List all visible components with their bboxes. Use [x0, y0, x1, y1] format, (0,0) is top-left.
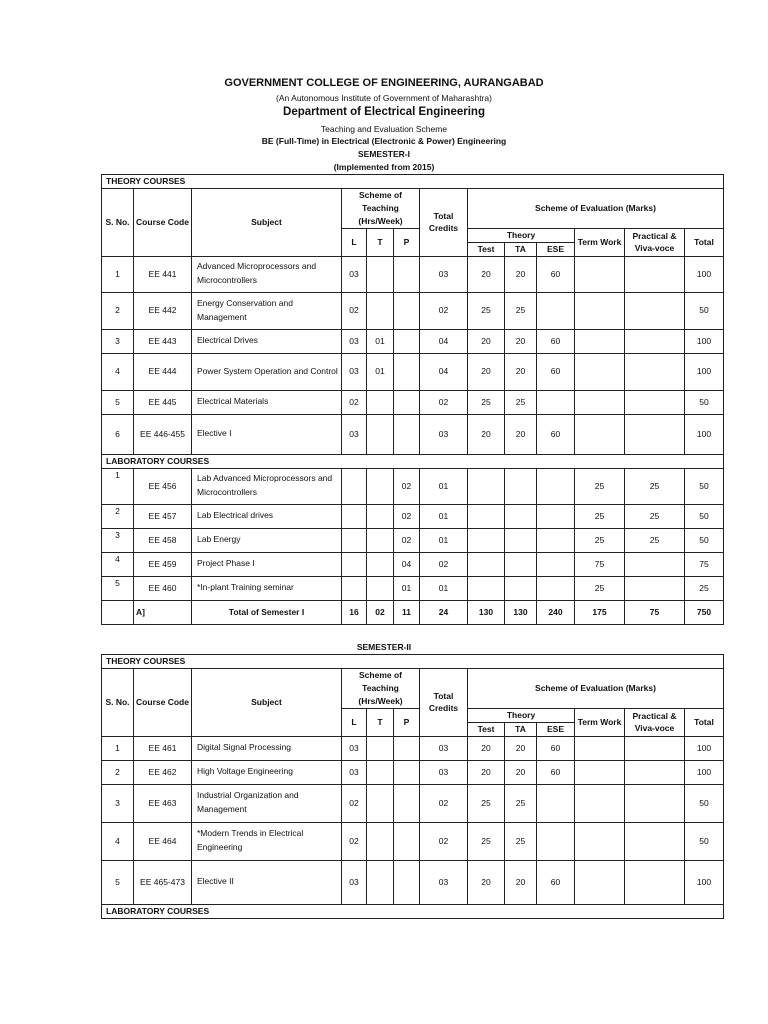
- cell-test: [468, 468, 505, 504]
- cell-credits: 02: [420, 390, 468, 414]
- cell-test: [468, 576, 505, 600]
- cell-t: 01: [367, 329, 394, 353]
- cell-ta: [505, 528, 537, 552]
- college-name: GOVERNMENT COLLEGE OF ENGINEERING, AURANGABAD: [224, 77, 544, 89]
- cell-t: [367, 256, 394, 292]
- cell-total: 100: [685, 736, 724, 760]
- cell-credits: 03: [420, 414, 468, 454]
- cell-credits: 01: [420, 528, 468, 552]
- col-credits: Total Credits: [420, 189, 468, 257]
- lab-section-row: [102, 454, 724, 468]
- cell-test: 20: [468, 329, 505, 353]
- cell-subject: Lab Electrical drives: [192, 504, 342, 528]
- cell-course-code: EE 442: [134, 292, 192, 329]
- cell-total: 100: [685, 414, 724, 454]
- cell-sno: 5: [102, 860, 134, 904]
- table-row: [102, 292, 724, 329]
- cell-ta: 20: [505, 353, 537, 390]
- cell-sno: 2: [102, 760, 134, 784]
- cell-tw: 25: [575, 504, 625, 528]
- cell-t: [367, 822, 394, 860]
- cell-total: 100: [685, 353, 724, 390]
- cell-sno: 4: [102, 822, 134, 860]
- cell-ta: 25: [505, 784, 537, 822]
- cell-p: [394, 329, 420, 353]
- semester-2-title: SEMESTER-II: [356, 642, 412, 652]
- cell-p: 04: [394, 552, 420, 576]
- cell-ese: [537, 292, 575, 329]
- program-name: BE (Full-Time) in Electrical (Electronic & Power) Engineering: [261, 136, 507, 146]
- cell-sno: 1: [102, 468, 134, 504]
- cell-test: 20: [468, 860, 505, 904]
- cell-course-code: EE 459: [134, 552, 192, 576]
- cell-pr: [625, 292, 685, 329]
- cell-ese: [537, 528, 575, 552]
- cell-l: 03: [342, 760, 367, 784]
- col-theory: Theory: [468, 709, 575, 723]
- cell-course-code: EE 464: [134, 822, 192, 860]
- cell-subject: Industrial Organization and Management: [192, 784, 342, 822]
- cell-t: [367, 292, 394, 329]
- cell-ese: [537, 504, 575, 528]
- col-practical: Practical & Viva-voce: [625, 229, 685, 257]
- cell-test: 25: [468, 292, 505, 329]
- cell-l: [342, 504, 367, 528]
- cell-test: 20: [468, 414, 505, 454]
- cell-total: 50: [685, 528, 724, 552]
- cell-ese: [537, 390, 575, 414]
- total-ta: 130: [505, 600, 537, 624]
- col-ta: TA: [505, 722, 537, 736]
- cell-sno: 1: [102, 256, 134, 292]
- col-course-code: Course Code: [134, 669, 192, 737]
- cell-sno: 4: [102, 353, 134, 390]
- col-evaluation: Scheme of Evaluation (Marks): [468, 189, 724, 229]
- cell-tw: [575, 329, 625, 353]
- col-l: L: [342, 229, 367, 257]
- cell-course-code: EE 456: [134, 468, 192, 504]
- cell-course-code: EE 445: [134, 390, 192, 414]
- cell-total: 100: [685, 860, 724, 904]
- col-credits: Total Credits: [420, 669, 468, 737]
- cell-test: 25: [468, 784, 505, 822]
- cell-p: [394, 256, 420, 292]
- cell-test: 25: [468, 822, 505, 860]
- cell-l: 03: [342, 256, 367, 292]
- implemented-note: (Implemented from 2015): [333, 162, 435, 172]
- cell-test: 20: [468, 760, 505, 784]
- cell-total: 50: [685, 784, 724, 822]
- cell-tw: [575, 822, 625, 860]
- total-ese: 240: [537, 600, 575, 624]
- col-l: L: [342, 709, 367, 737]
- autonomous-note: (An Autonomous Institute of Government of Maharashtra): [276, 93, 492, 103]
- cell-sno: 5: [102, 576, 134, 600]
- cell-tw: [575, 784, 625, 822]
- cell-credits: 01: [420, 468, 468, 504]
- cell-pr: [625, 256, 685, 292]
- cell-pr: [625, 329, 685, 353]
- cell-p: 01: [394, 576, 420, 600]
- total-tw: 175: [575, 600, 625, 624]
- col-teaching: Scheme of Teaching (Hrs/Week): [342, 189, 420, 229]
- cell-tw: [575, 860, 625, 904]
- cell-course-code: EE 461: [134, 736, 192, 760]
- cell-course-code: EE 443: [134, 329, 192, 353]
- scheme-title: Teaching and Evaluation Scheme: [320, 124, 448, 134]
- cell-l: 03: [342, 353, 367, 390]
- cell-credits: 03: [420, 760, 468, 784]
- cell-subject: Energy Conservation and Management: [192, 292, 342, 329]
- section-label: LABORATORY COURSES: [102, 904, 724, 918]
- total-p: 11: [394, 600, 420, 624]
- cell-ta: [505, 576, 537, 600]
- cell-course-code: EE 444: [134, 353, 192, 390]
- table-row: [102, 552, 724, 576]
- cell-total: 25: [685, 576, 724, 600]
- cell-subject: Elective II: [192, 860, 342, 904]
- cell-credits: 02: [420, 552, 468, 576]
- cell-l: [342, 528, 367, 552]
- cell-credits: 02: [420, 784, 468, 822]
- cell-subject: Elective I: [192, 414, 342, 454]
- cell-pr: [625, 784, 685, 822]
- cell-p: [394, 860, 420, 904]
- table-row: [102, 576, 724, 600]
- cell-test: [468, 504, 505, 528]
- cell-subject: Electrical Drives: [192, 329, 342, 353]
- cell-ese: 60: [537, 256, 575, 292]
- cell-test: 20: [468, 736, 505, 760]
- cell-course-code: EE 446-455: [134, 414, 192, 454]
- cell-credits: 03: [420, 256, 468, 292]
- col-test: Test: [468, 242, 505, 256]
- cell-course-code: EE 441: [134, 256, 192, 292]
- cell-ta: 20: [505, 760, 537, 784]
- col-evaluation: Scheme of Evaluation (Marks): [468, 669, 724, 709]
- cell-sno: 3: [102, 528, 134, 552]
- cell-t: [367, 552, 394, 576]
- total-t: 02: [367, 600, 394, 624]
- cell-p: [394, 784, 420, 822]
- cell-l: 03: [342, 860, 367, 904]
- total-pr: 75: [625, 600, 685, 624]
- table-row: [102, 256, 724, 292]
- cell-subject: Project Phase I: [192, 552, 342, 576]
- semester-2-table: [101, 654, 724, 919]
- cell-t: 01: [367, 353, 394, 390]
- cell-l: 02: [342, 292, 367, 329]
- cell-subject: High Voltage Engineering: [192, 760, 342, 784]
- cell-total: 50: [685, 390, 724, 414]
- col-sno: S. No.: [102, 669, 134, 737]
- cell-course-code: EE 460: [134, 576, 192, 600]
- cell-sno: 1: [102, 736, 134, 760]
- cell-blank: [102, 600, 134, 624]
- cell-subject: Digital Signal Processing: [192, 736, 342, 760]
- cell-p: [394, 390, 420, 414]
- cell-ese: 60: [537, 736, 575, 760]
- cell-ta: 20: [505, 414, 537, 454]
- cell-credits: 04: [420, 329, 468, 353]
- table-row: [102, 504, 724, 528]
- cell-subject: Lab Energy: [192, 528, 342, 552]
- col-ta: TA: [505, 242, 537, 256]
- cell-l: [342, 468, 367, 504]
- cell-ese: [537, 784, 575, 822]
- cell-sno: 2: [102, 292, 134, 329]
- cell-t: [367, 504, 394, 528]
- cell-ese: 60: [537, 329, 575, 353]
- table-row: [102, 414, 724, 454]
- cell-subject: Electrical Materials: [192, 390, 342, 414]
- cell-pr: [625, 576, 685, 600]
- cell-course-code: EE 462: [134, 760, 192, 784]
- table-row: [102, 736, 724, 760]
- total-label-a: A]: [134, 600, 192, 624]
- cell-p: [394, 760, 420, 784]
- cell-tw: [575, 760, 625, 784]
- cell-t: [367, 390, 394, 414]
- cell-pr: [625, 736, 685, 760]
- col-subject: Subject: [192, 669, 342, 737]
- col-term-work: Term Work: [575, 709, 625, 737]
- cell-p: [394, 292, 420, 329]
- total-label: Total of Semester I: [192, 600, 342, 624]
- cell-total: 100: [685, 256, 724, 292]
- semester-1-title: SEMESTER-I: [358, 149, 410, 159]
- cell-tw: [575, 736, 625, 760]
- cell-ta: 25: [505, 390, 537, 414]
- cell-t: [367, 784, 394, 822]
- cell-p: [394, 736, 420, 760]
- total-test: 130: [468, 600, 505, 624]
- cell-sno: 3: [102, 329, 134, 353]
- cell-p: [394, 353, 420, 390]
- col-course-code: Course Code: [134, 189, 192, 257]
- cell-pr: [625, 390, 685, 414]
- cell-credits: 02: [420, 822, 468, 860]
- cell-l: 02: [342, 822, 367, 860]
- cell-l: 03: [342, 414, 367, 454]
- cell-test: [468, 528, 505, 552]
- cell-sno: 3: [102, 784, 134, 822]
- table-row: [102, 390, 724, 414]
- cell-ta: 20: [505, 736, 537, 760]
- cell-t: [367, 760, 394, 784]
- cell-p: [394, 822, 420, 860]
- cell-ta: 25: [505, 292, 537, 329]
- cell-l: 03: [342, 736, 367, 760]
- cell-t: [367, 736, 394, 760]
- table-row: [102, 784, 724, 822]
- cell-total: 50: [685, 468, 724, 504]
- col-term-work: Term Work: [575, 229, 625, 257]
- col-t: T: [367, 229, 394, 257]
- department-name: Department of Electrical Engineering: [283, 106, 485, 118]
- cell-ta: 20: [505, 860, 537, 904]
- table-row: [102, 468, 724, 504]
- cell-tw: 75: [575, 552, 625, 576]
- cell-ese: [537, 822, 575, 860]
- cell-course-code: EE 465-473: [134, 860, 192, 904]
- cell-pr: [625, 414, 685, 454]
- cell-subject: Lab Advanced Microprocessors and Microcontrollers: [192, 468, 342, 504]
- lab-section-row: [102, 904, 724, 918]
- col-total: Total: [685, 229, 724, 257]
- cell-ta: 20: [505, 329, 537, 353]
- semester-1-table: [101, 174, 724, 625]
- cell-ese: 60: [537, 353, 575, 390]
- cell-t: [367, 414, 394, 454]
- cell-l: [342, 552, 367, 576]
- section-label: THEORY COURSES: [102, 175, 724, 189]
- table-row: [102, 353, 724, 390]
- cell-tw: 25: [575, 528, 625, 552]
- section-label: LABORATORY COURSES: [102, 454, 724, 468]
- cell-pr: [625, 552, 685, 576]
- cell-tw: [575, 414, 625, 454]
- cell-total: 50: [685, 504, 724, 528]
- total-row: [102, 600, 724, 624]
- cell-l: 03: [342, 329, 367, 353]
- cell-credits: 03: [420, 860, 468, 904]
- cell-pr: [625, 353, 685, 390]
- cell-subject: *Modern Trends in Electrical Engineering: [192, 822, 342, 860]
- cell-sno: 5: [102, 390, 134, 414]
- cell-tw: 25: [575, 576, 625, 600]
- table-row: [102, 860, 724, 904]
- cell-ese: 60: [537, 860, 575, 904]
- cell-t: [367, 860, 394, 904]
- col-p: P: [394, 229, 420, 257]
- cell-pr: 25: [625, 468, 685, 504]
- col-total: Total: [685, 709, 724, 737]
- cell-subject: Power System Operation and Control: [192, 353, 342, 390]
- cell-t: [367, 576, 394, 600]
- cell-t: [367, 528, 394, 552]
- cell-pr: [625, 860, 685, 904]
- theory-section-row: [102, 655, 724, 669]
- cell-p: 02: [394, 528, 420, 552]
- cell-pr: 25: [625, 504, 685, 528]
- cell-course-code: EE 457: [134, 504, 192, 528]
- col-ese: ESE: [537, 242, 575, 256]
- cell-ta: 20: [505, 256, 537, 292]
- cell-tw: 25: [575, 468, 625, 504]
- col-t: T: [367, 709, 394, 737]
- cell-credits: 04: [420, 353, 468, 390]
- cell-t: [367, 468, 394, 504]
- cell-tw: [575, 292, 625, 329]
- cell-test: 25: [468, 390, 505, 414]
- col-ese: ESE: [537, 722, 575, 736]
- cell-total: 75: [685, 552, 724, 576]
- table-row: [102, 822, 724, 860]
- theory-section-row: [102, 175, 724, 189]
- cell-tw: [575, 390, 625, 414]
- cell-test: [468, 552, 505, 576]
- cell-p: 02: [394, 504, 420, 528]
- cell-pr: [625, 760, 685, 784]
- total-l: 16: [342, 600, 367, 624]
- cell-subject: Advanced Microprocessors and Microcontrollers: [192, 256, 342, 292]
- col-teaching: Scheme of Teaching (Hrs/Week): [342, 669, 420, 709]
- col-theory: Theory: [468, 229, 575, 243]
- cell-ta: [505, 552, 537, 576]
- cell-sno: 2: [102, 504, 134, 528]
- cell-l: [342, 576, 367, 600]
- cell-l: 02: [342, 390, 367, 414]
- cell-test: 20: [468, 353, 505, 390]
- col-sno: S. No.: [102, 189, 134, 257]
- cell-total: 50: [685, 292, 724, 329]
- cell-sno: 4: [102, 552, 134, 576]
- cell-sno: 6: [102, 414, 134, 454]
- col-subject: Subject: [192, 189, 342, 257]
- cell-ese: 60: [537, 414, 575, 454]
- cell-credits: 02: [420, 292, 468, 329]
- cell-total: 50: [685, 822, 724, 860]
- cell-total: 100: [685, 329, 724, 353]
- cell-credits: 03: [420, 736, 468, 760]
- cell-ta: [505, 504, 537, 528]
- cell-p: [394, 414, 420, 454]
- table-row: [102, 760, 724, 784]
- cell-test: 20: [468, 256, 505, 292]
- table-row: [102, 528, 724, 552]
- cell-ese: 60: [537, 760, 575, 784]
- cell-course-code: EE 463: [134, 784, 192, 822]
- cell-tw: [575, 256, 625, 292]
- cell-credits: 01: [420, 576, 468, 600]
- table-row: [102, 329, 724, 353]
- col-practical: Practical & Viva-voce: [625, 709, 685, 737]
- cell-pr: 25: [625, 528, 685, 552]
- total-total: 750: [685, 600, 724, 624]
- section-label: THEORY COURSES: [102, 655, 724, 669]
- cell-ese: [537, 552, 575, 576]
- cell-ese: [537, 468, 575, 504]
- cell-subject: *In-plant Training seminar: [192, 576, 342, 600]
- cell-credits: 01: [420, 504, 468, 528]
- col-test: Test: [468, 722, 505, 736]
- cell-ta: [505, 468, 537, 504]
- col-p: P: [394, 709, 420, 737]
- total-credits: 24: [420, 600, 468, 624]
- cell-tw: [575, 353, 625, 390]
- cell-course-code: EE 458: [134, 528, 192, 552]
- cell-l: 02: [342, 784, 367, 822]
- cell-pr: [625, 822, 685, 860]
- cell-ese: [537, 576, 575, 600]
- cell-total: 100: [685, 760, 724, 784]
- cell-p: 02: [394, 468, 420, 504]
- cell-ta: 25: [505, 822, 537, 860]
